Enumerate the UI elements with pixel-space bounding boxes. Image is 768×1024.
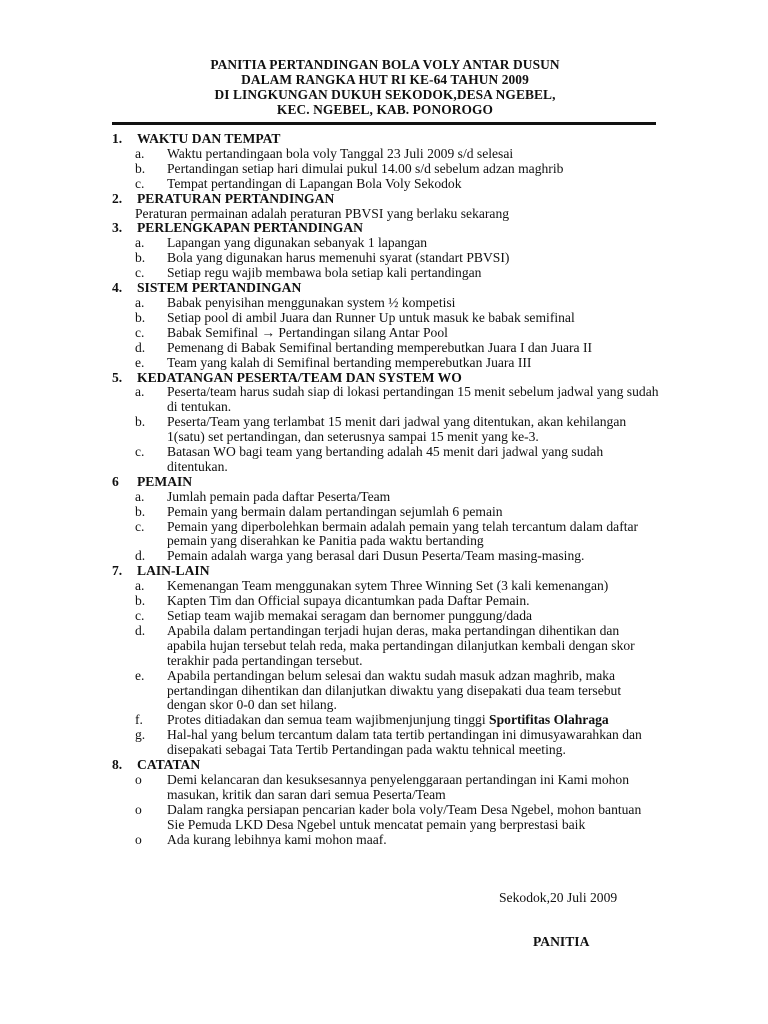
section-heading — [112, 281, 660, 296]
list-item-text — [167, 326, 660, 341]
list-marker: b. — [135, 160, 146, 176]
section-title: WAKTU DAN TEMPAT — [137, 131, 281, 146]
section-number: 1. — [112, 131, 123, 146]
document-header — [112, 57, 658, 117]
list-item-text — [167, 162, 660, 177]
list-marker: c. — [135, 518, 145, 534]
list-item-body: Pemain yang diperbolehkan bermain adalah pemain yang telah tercantum dalam daftar pemain yang diserahkan ke Panitia pada waktu bertanding — [167, 518, 639, 549]
section-number: 2. — [112, 190, 123, 206]
section-number: 3. — [112, 220, 123, 236]
list-item-body: Babak Semifinal → Pertandingan silang Antar Pool — [167, 324, 448, 340]
section — [112, 475, 660, 564]
list-item — [112, 296, 660, 311]
list-item-body: Lapangan yang digunakan sebanyak 1 lapangan — [167, 235, 428, 251]
list-item-text — [167, 773, 660, 803]
list-item — [112, 311, 660, 326]
list-marker: o — [135, 771, 142, 787]
list-item — [112, 251, 660, 266]
list-item — [112, 162, 660, 177]
list-item — [112, 728, 660, 758]
list-item-body: Bola yang digunakan harus memenuhi syarat (standart PBVSI) — [167, 250, 510, 266]
list-marker: o — [135, 831, 142, 847]
list-item-text — [167, 385, 660, 415]
list-item-text — [167, 415, 660, 445]
section — [112, 371, 660, 475]
list-item-text — [167, 579, 660, 594]
list-marker: b. — [135, 414, 146, 430]
list-item-body: Setiap regu wajib membawa bola setiap kali pertandingan — [167, 265, 482, 281]
list-item-body: Waktu pertandingaan bola voly Tanggal 23 Juli 2009 s/d selesai — [167, 145, 514, 161]
section-title: SISTEM PERTANDINGAN — [137, 280, 302, 296]
list-item — [112, 803, 660, 833]
list-item-text — [167, 236, 660, 251]
list-item-body: Jumlah pemain pada daftar Peserta/Team — [167, 488, 391, 504]
list-item-body: Setiap team wajib memakai seragam dan bernomer punggung/dada — [167, 608, 533, 623]
list-item-body: Setiap pool di ambil Juara dan Runner Up untuk masuk ke babak semifinal — [167, 309, 575, 325]
section-heading — [112, 758, 660, 773]
section — [112, 758, 660, 847]
list-item-text — [167, 490, 660, 505]
list-item-body: Kapten Tim dan Official supaya dicantumkan pada Daftar Pemain. — [167, 593, 530, 609]
list-marker: d. — [135, 339, 146, 355]
list-item-body: Peserta/Team yang terlambat 15 menit dari jadwal yang ditentukan, akan kehilangan 1(satu) set pertandingan, dan seterusnya sampai 15 menit yang ke-3. — [167, 414, 627, 445]
list-marker: e. — [135, 354, 145, 370]
header-line-4: KEC. NGEBEL, KAB. PONOROGO — [276, 102, 494, 117]
list-item-body: Pertandingan setiap hari dimulai pukul 14.00 s/d sebelum adzan maghrib — [167, 160, 564, 176]
section — [112, 281, 660, 370]
list-item-body: Pemenang di Babak Semifinal bertanding memperebutkan Juara I dan Juara II — [167, 339, 593, 355]
signature-signer: PANITIA — [533, 934, 590, 949]
section-number: 5. — [112, 369, 123, 385]
section-title: KEDATANGAN PESERTA/TEAM DAN SYSTEM WO — [137, 369, 462, 385]
section-heading — [112, 221, 660, 236]
list-item — [112, 505, 660, 520]
list-item-body: Batasan WO bagi team yang bertanding adalah 45 menit dari jadwal yang sudah ditentukan. — [167, 444, 604, 474]
list-marker: a. — [135, 294, 145, 310]
list-item — [112, 177, 660, 192]
list-item — [112, 266, 660, 281]
section-heading — [112, 371, 660, 386]
list-marker: b. — [135, 593, 146, 609]
section-number: 8. — [112, 757, 123, 773]
list-marker: a. — [135, 578, 145, 594]
section — [112, 132, 660, 192]
list-item-text — [167, 833, 660, 848]
list-item — [112, 579, 660, 594]
list-item-body: Hal-hal yang belum tercantum dalam tata tertib pertandingan ini dimusyawarahkan dan disepakati sebagai Tata Tertib Pertandingan pada waktu tehnical meeting. — [167, 727, 642, 758]
list-item-emphasis: Sportifitas Olahraga — [489, 712, 609, 728]
list-item — [112, 713, 660, 728]
list-item-text — [167, 266, 660, 281]
list-item-body: Ada kurang lebihnya kami mohon maaf. — [167, 831, 387, 847]
header-line-2: DALAM RANGKA HUT RI KE-64 TAHUN 2009 — [241, 72, 529, 87]
list-marker: c. — [135, 175, 145, 191]
list-item — [112, 833, 660, 848]
list-marker: d. — [135, 548, 146, 564]
list-item-body: Babak penyisihan menggunakan system ½ kompetisi — [167, 294, 456, 310]
section — [112, 221, 660, 281]
list-item-text — [167, 713, 660, 728]
list-item — [112, 773, 660, 803]
header-line-3: DI LINGKUNGAN DUKUH SEKODOK,DESA NGEBEL, — [214, 87, 556, 102]
section-heading — [112, 475, 660, 490]
section-title: LAIN-LAIN — [137, 563, 210, 579]
list-item-text — [167, 609, 660, 624]
list-marker: b. — [135, 250, 146, 266]
list-item-text — [167, 177, 660, 192]
section-title: PEMAIN — [137, 473, 193, 489]
list-item-text — [167, 594, 660, 609]
list-item-body: Team yang kalah di Semifinal bertanding memperebutkan Juara III — [167, 354, 532, 370]
list-item — [112, 549, 660, 564]
list-marker: b. — [135, 309, 146, 325]
list-marker: a. — [135, 235, 145, 251]
list-item-text — [167, 520, 660, 550]
list-item-text — [167, 624, 660, 669]
list-item-body: Pemain adalah warga yang berasal dari Dusun Peserta/Team masing-masing. — [167, 548, 585, 564]
list-item-body: Dalam rangka persiapan pencarian kader bola voly/Team Desa Ngebel, mohon bantuan Sie Pemuda LKD Desa Ngebel untuk mencatat pemain yang berprestasi baik — [167, 801, 642, 832]
list-item-text — [167, 505, 660, 520]
list-item-body: Kemenangan Team menggunakan sytem Three Winning Set (3 kali kemenangan) — [167, 578, 609, 594]
list-item-text — [167, 445, 660, 475]
section — [112, 564, 660, 758]
list-item-text — [167, 728, 660, 758]
list-item-body: Apabila dalam pertandingan terjadi hujan deras, maka pertandingan dihentikan dan apabila hujan tersebut telah reda, maka pertandingan dilanjutkan kembali dengan skor terakhir pada pertandingan tersebut. — [167, 622, 635, 668]
list-item — [112, 147, 660, 162]
list-marker: a. — [135, 488, 145, 504]
list-item — [112, 385, 660, 415]
list-marker: c. — [135, 608, 145, 623]
list-marker: b. — [135, 503, 146, 519]
list-marker: a. — [135, 384, 145, 400]
section-title: CATATAN — [137, 757, 201, 773]
list-marker: f. — [135, 712, 143, 728]
list-marker: c. — [135, 444, 145, 460]
signature-place-date: Sekodok,20 Juli 2009 — [499, 890, 618, 905]
list-item-text — [167, 669, 660, 714]
list-marker: d. — [135, 622, 146, 638]
section-title: PERATURAN PERTANDINGAN — [137, 190, 335, 206]
list-item — [112, 445, 660, 475]
list-item — [112, 341, 660, 356]
section-heading — [112, 192, 660, 207]
list-item — [112, 415, 660, 445]
section — [112, 192, 660, 222]
list-item — [112, 520, 660, 550]
list-item — [112, 594, 660, 609]
section-paragraph: Peraturan permainan adalah peraturan PBVSI yang berlaku sekarang — [135, 205, 510, 221]
list-item-text — [167, 147, 660, 162]
list-item-text — [167, 356, 660, 371]
list-item-body: Demi kelancaran dan kesuksesannya penyelenggaraan pertandingan ini Kami mohon masukan, kritik dan saran dari semua Peserta/Team — [167, 771, 630, 802]
list-marker: e. — [135, 667, 145, 683]
list-item — [112, 236, 660, 251]
list-marker: a. — [135, 145, 145, 161]
header-divider — [112, 122, 656, 125]
list-item — [112, 624, 660, 669]
list-item-text — [167, 311, 660, 326]
list-item-body: Protes ditiadakan dan semua team wajibmenjunjung tinggi — [167, 712, 490, 728]
list-item — [112, 356, 660, 371]
section-heading — [112, 132, 660, 147]
list-item-body: Pemain yang bermain dalam pertandingan sejumlah 6 pemain — [167, 503, 503, 519]
section-title: PERLENGKAPAN PERTANDINGAN — [137, 220, 363, 236]
list-item — [112, 609, 660, 624]
list-marker: c. — [135, 324, 145, 340]
section-number: 6 — [112, 473, 119, 489]
list-item-text — [167, 251, 660, 266]
section-heading — [112, 564, 660, 579]
document-body — [112, 132, 660, 848]
list-marker: g. — [135, 727, 146, 743]
section-number: 7. — [112, 563, 123, 579]
list-marker: c. — [135, 265, 145, 281]
list-item-body: Apabila pertandingan belum selesai dan waktu sudah masuk adzan maghrib, maka pertandingan dihentikan dan dilanjutkan diwaktu yang disepakati dua team tersebut dengan skor 0-0 dan set hilang. — [167, 667, 622, 713]
list-item — [112, 326, 660, 341]
list-item-text — [167, 296, 660, 311]
list-marker: o — [135, 801, 142, 817]
header-line-1: PANITIA PERTANDINGAN BOLA VOLY ANTAR DUSUN — [210, 57, 560, 72]
list-item — [112, 490, 660, 505]
list-item — [112, 669, 660, 714]
section-number: 4. — [112, 280, 123, 296]
list-item-text — [167, 341, 660, 356]
list-item-text — [167, 549, 660, 564]
list-item-body: Peserta/team harus sudah siap di lokasi pertandingan 15 menit sebelum jadwal yang sudah di tentukan. — [167, 384, 659, 415]
list-item-text — [167, 803, 660, 833]
list-item-body: Tempat pertandingan di Lapangan Bola Voly Sekodok — [167, 175, 462, 191]
